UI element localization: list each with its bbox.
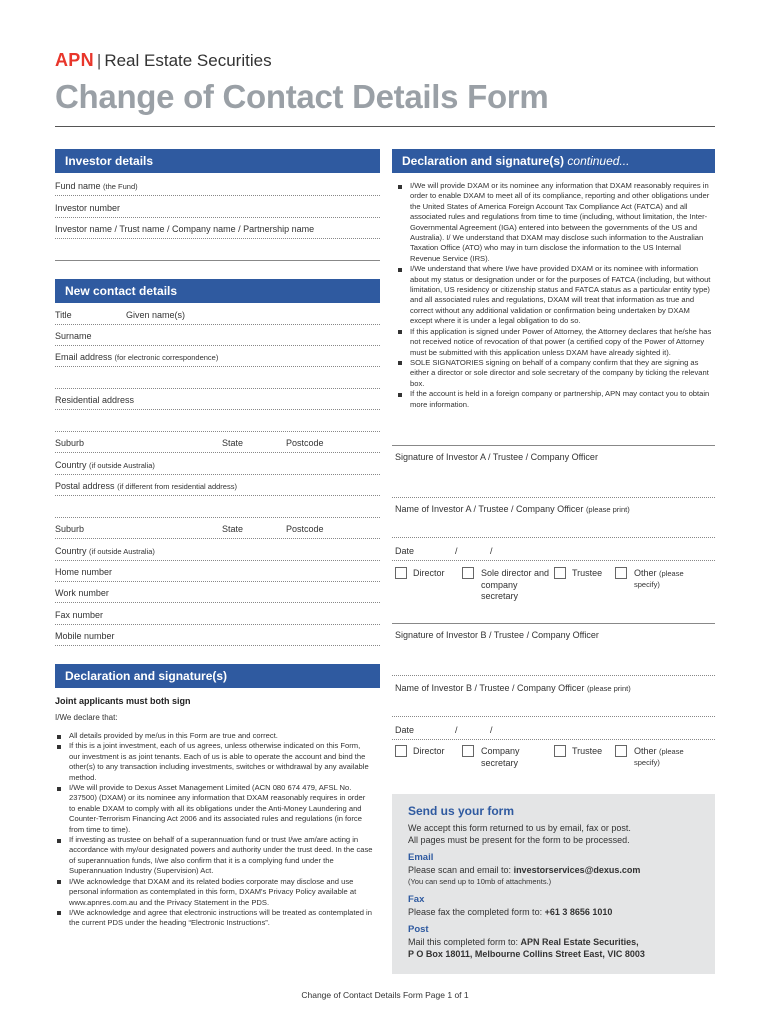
- postal-label-note: (if different from residential address): [117, 482, 237, 491]
- home-number-field[interactable]: [55, 581, 380, 582]
- send-intro-line1: We accept this form returned to us by email, fax or post.: [408, 823, 631, 833]
- send-intro-line2: All pages must be present for the form to be processed.: [408, 835, 630, 845]
- postcode-label: Postcode: [286, 438, 324, 448]
- investor-details-header: [55, 149, 380, 173]
- signature-a-label: Signature of Investor A / Trustee / Company Officer: [395, 452, 598, 462]
- declare-intro: I/We declare that:: [55, 713, 118, 722]
- fax-number-label: Fax number: [55, 610, 104, 620]
- email-label-text: Email address: [55, 352, 113, 362]
- name-a-field[interactable]: [392, 537, 715, 538]
- name-b-label-note: (please print): [586, 684, 631, 693]
- postcode2-label: Postcode: [286, 524, 324, 534]
- title-label: Title: [55, 310, 72, 320]
- country-field[interactable]: [55, 474, 380, 475]
- date-a-slash-1: /: [455, 546, 458, 556]
- brand-name: Real Estate Securities: [104, 51, 272, 70]
- mobile-number-label: Mobile number: [55, 631, 115, 641]
- investor-number-label: Investor number: [55, 203, 121, 213]
- email-instruction: [408, 864, 640, 876]
- other-a-checkbox[interactable]: [615, 567, 627, 579]
- email-field-line2[interactable]: [55, 388, 380, 389]
- send-form-panel: [392, 794, 715, 974]
- surname-label: Surname: [55, 331, 92, 341]
- director-b-label: Director: [413, 746, 445, 756]
- declaration-cont-header: [392, 149, 715, 173]
- post-heading: Post: [408, 924, 429, 935]
- name-a-label-text: Name of Investor A / Trustee / Company Officer: [395, 504, 584, 514]
- fund-name-text: Fund name: [55, 181, 101, 191]
- signature-b-field[interactable]: [392, 675, 715, 676]
- signature-b-top-line: [392, 623, 715, 624]
- work-number-field[interactable]: [55, 602, 380, 603]
- home-number-label: Home number: [55, 567, 113, 577]
- fund-name-field[interactable]: [55, 195, 380, 196]
- declaration-cont-item: If the account is held in a foreign company or partnership, APN may contact you to obtain more information.: [396, 389, 712, 410]
- postal-field[interactable]: [55, 495, 380, 496]
- declaration-cont-suffix: continued...: [567, 154, 630, 168]
- date-a-field[interactable]: [392, 560, 715, 561]
- declaration-cont-item: If this application is signed under Power of Attorney, the Attorney declares that he/she has not received notice of revocation of that power (a certified copy of the Power of Attorney must be submitted with this application unless DXAM have already sighted it).: [396, 327, 712, 358]
- signature-a-top-line: [392, 445, 715, 446]
- trustee-b-label: Trustee: [572, 746, 603, 756]
- date-b-label: Date: [395, 725, 415, 735]
- sole-director-a-checkbox[interactable]: [462, 567, 474, 579]
- declaration-header: [55, 664, 380, 688]
- send-form-heading: Send us your form: [408, 804, 515, 818]
- brand-apn: APN: [55, 50, 94, 70]
- name-field[interactable]: [55, 324, 380, 325]
- investor-number-field[interactable]: [55, 217, 380, 218]
- signature-a-field[interactable]: [392, 497, 715, 498]
- surname-field[interactable]: [55, 345, 380, 346]
- email-label-note: (for electronic correspondence): [114, 353, 219, 362]
- country2-label-note: (if outside Australia): [89, 547, 155, 556]
- residential-field[interactable]: [55, 409, 380, 410]
- page-title: Change of Contact Details Form: [55, 78, 549, 115]
- date-a-label: Date: [395, 546, 415, 556]
- investor-name-field[interactable]: [55, 238, 380, 239]
- director-a-checkbox[interactable]: [395, 567, 407, 579]
- other-b-checkbox[interactable]: [615, 745, 627, 757]
- other-a-label-note: (please specify): [634, 569, 684, 589]
- fax-instruction: [408, 906, 612, 918]
- name-a-label: [395, 504, 630, 514]
- trustee-b-checkbox[interactable]: [554, 745, 566, 757]
- fund-name-label: [55, 181, 138, 191]
- date-b-slash-1: /: [455, 725, 458, 735]
- name-a-label-note: (please print): [585, 505, 630, 514]
- work-number-label: Work number: [55, 588, 109, 598]
- new-contact-heading: New contact details: [65, 284, 178, 298]
- declaration-cont-item: I/We will provide DXAM or its nominee any information that DXAM reasonably requires in order to enable DXAM to meet all of its compliance, reporting and other obligations under the United States of America Foreign Account Tax Compliance Act (FATCA) and all associated rules and regulations from time to time (including, without limitation, the Inter-Governmental Agreement (IGA) entered into between the governments of the US and Australia). I/ We understand that DXAM may disclose such information to the Australian Taxation Office (ATO) who may in turn disclose the information to the US Internal Revenue Service (IRS).: [396, 181, 712, 264]
- suburb2-field[interactable]: [55, 538, 380, 539]
- fax-heading: Fax: [408, 894, 425, 905]
- state-label: State: [222, 438, 244, 448]
- fax-instruction-text: Please fax the completed form to:: [408, 907, 545, 917]
- trustee-a-label: Trustee: [572, 568, 603, 578]
- mobile-number-field[interactable]: [55, 645, 380, 646]
- sole-director-a-label: Sole director and company secretary: [481, 568, 550, 601]
- postal-label: [55, 481, 237, 491]
- email-instruction-text: Please scan and email to:: [408, 865, 514, 875]
- director-b-checkbox[interactable]: [395, 745, 407, 757]
- page-footer: Change of Contact Details Form Page 1 of 1: [301, 990, 469, 1000]
- title-divider: [55, 126, 715, 127]
- investor-name-label: Investor name / Trust name / Company name / Partnership name: [55, 224, 315, 234]
- joint-applicants-note: Joint applicants must both sign: [55, 696, 191, 706]
- postal-label-text: Postal address: [55, 481, 115, 491]
- name-b-field[interactable]: [392, 716, 715, 717]
- declaration-item: I/We acknowledge that DXAM and its related bodies corporate may disclose and use personal information as contemplated in this form, DXAM's Privacy Policy available at www.apnres.com.au and the Privacy Statement in the PDS.: [55, 877, 373, 908]
- brand-logo: [55, 50, 272, 71]
- suburb-label: Suburb: [55, 438, 85, 448]
- investor-details-heading: Investor details: [65, 154, 154, 168]
- postal-field-line2[interactable]: [55, 517, 380, 518]
- post-instruction-text: Mail this completed form to:: [408, 937, 521, 947]
- declaration-item: All details provided by me/us in this Form are true and correct.: [55, 731, 373, 741]
- other-b-label: [634, 746, 704, 768]
- given-names-label: Given name(s): [126, 310, 186, 320]
- company-secretary-b-label: Company secretary: [481, 746, 520, 768]
- date-b-field[interactable]: [392, 739, 715, 740]
- trustee-a-checkbox[interactable]: [554, 567, 566, 579]
- declaration-cont-item: I/We understand that where I/we have provided DXAM or its nominee with information about my status or designation under or for the purposes of FATCA (including, but without limitation, US residency or citizenship status and FATCA status as a particular entity type) and all associated rules and regulations, DXAM will treat that information as true and correct without any additional validation or confirmation being undertaken by DXAM except where it is under a legal obligation to do so.: [396, 264, 712, 326]
- date-a-slash-2: /: [490, 546, 493, 556]
- fund-name-note: (the Fund): [103, 182, 138, 191]
- declaration-cont-list: [396, 181, 712, 410]
- declaration-heading: Declaration and signature(s): [65, 669, 228, 683]
- email-address-link[interactable]: investorservices@dexus.com: [513, 865, 641, 875]
- email-heading: Email: [408, 852, 434, 863]
- new-contact-header: [55, 279, 380, 303]
- post-instruction: [408, 936, 639, 948]
- email-attachment-note: (You can send up to 10mb of attachments.): [408, 877, 552, 886]
- state2-label: State: [222, 524, 244, 534]
- suburb-field[interactable]: [55, 452, 380, 453]
- post-address-line2: P O Box 18011, Melbourne Collins Street East, VIC 8003: [408, 949, 645, 959]
- residential-field-line2[interactable]: [55, 431, 380, 432]
- email-label: [55, 352, 218, 362]
- declaration-list: [55, 731, 373, 929]
- country-label-text: Country: [55, 460, 87, 470]
- suburb2-label: Suburb: [55, 524, 85, 534]
- declaration-item: I/We will provide to Dexus Asset Management Limited (ACN 080 674 479, AFSL No. 237500) (DXAM) or its nominee any information that DXAM reasonably requires in order to enable DXAM to comply with all its obligations under the Anti-Money Laundering and Counter-Terrorism Financing Act 2006 and its associated rules and regulations (in force from time to time).: [55, 783, 373, 835]
- declaration-item: If this is a joint investment, each of us agrees, unless otherwise indicated on this Form, our investment is as joint tenants. Each of us is able to operate the account and bind the other(s) to any transaction including investments, switches or withdrawal by any available method.: [55, 741, 373, 783]
- date-b-slash-2: /: [490, 725, 493, 735]
- residential-label: Residential address: [55, 395, 135, 405]
- country2-label: [55, 546, 155, 556]
- director-a-label: Director: [413, 568, 445, 578]
- other-b-label-note: (please specify): [634, 747, 684, 767]
- country2-label-text: Country: [55, 546, 87, 556]
- fax-number: +61 3 8656 1010: [544, 907, 613, 917]
- send-form-intro: [408, 822, 708, 846]
- declaration-item: If investing as trustee on behalf of a superannuation fund or trust I/we am/are acting in accordance with my/our designated powers and authority under the trust deed. In the case of superannuation funds, I/we also confirm that it is a complying fund under the Superannuation Industry (Supervision) Act.: [55, 835, 373, 877]
- other-a-label-text: Other: [634, 568, 657, 578]
- name-b-label: [395, 683, 631, 693]
- declaration-cont-heading: Declaration and signature(s): [402, 154, 565, 168]
- investor-name-line: [55, 260, 380, 261]
- fax-number-field[interactable]: [55, 624, 380, 625]
- post-address-line1: APN Real Estate Securities,: [520, 937, 639, 947]
- company-secretary-b-checkbox[interactable]: [462, 745, 474, 757]
- name-b-label-text: Name of Investor B / Trustee / Company Officer: [395, 683, 585, 693]
- country-label-note: (if outside Australia): [89, 461, 155, 470]
- brand-separator: |: [96, 51, 102, 70]
- signature-b-label: Signature of Investor B / Trustee / Company Officer: [395, 630, 599, 640]
- other-b-label-text: Other: [634, 746, 657, 756]
- country2-field[interactable]: [55, 560, 380, 561]
- declaration-cont-item: SOLE SIGNATORIES signing on behalf of a company confirm that they are signing as either a director or sole director and sole secretary of the company by ticking the relevant box.: [396, 358, 712, 389]
- country-label: [55, 460, 155, 470]
- email-field[interactable]: [55, 366, 380, 367]
- declaration-item: I/We acknowledge and agree that electronic instructions will be treated as contemplated in the current PDS under the heading “Electronic Instructions”.: [55, 908, 373, 929]
- other-a-label: [634, 568, 704, 590]
